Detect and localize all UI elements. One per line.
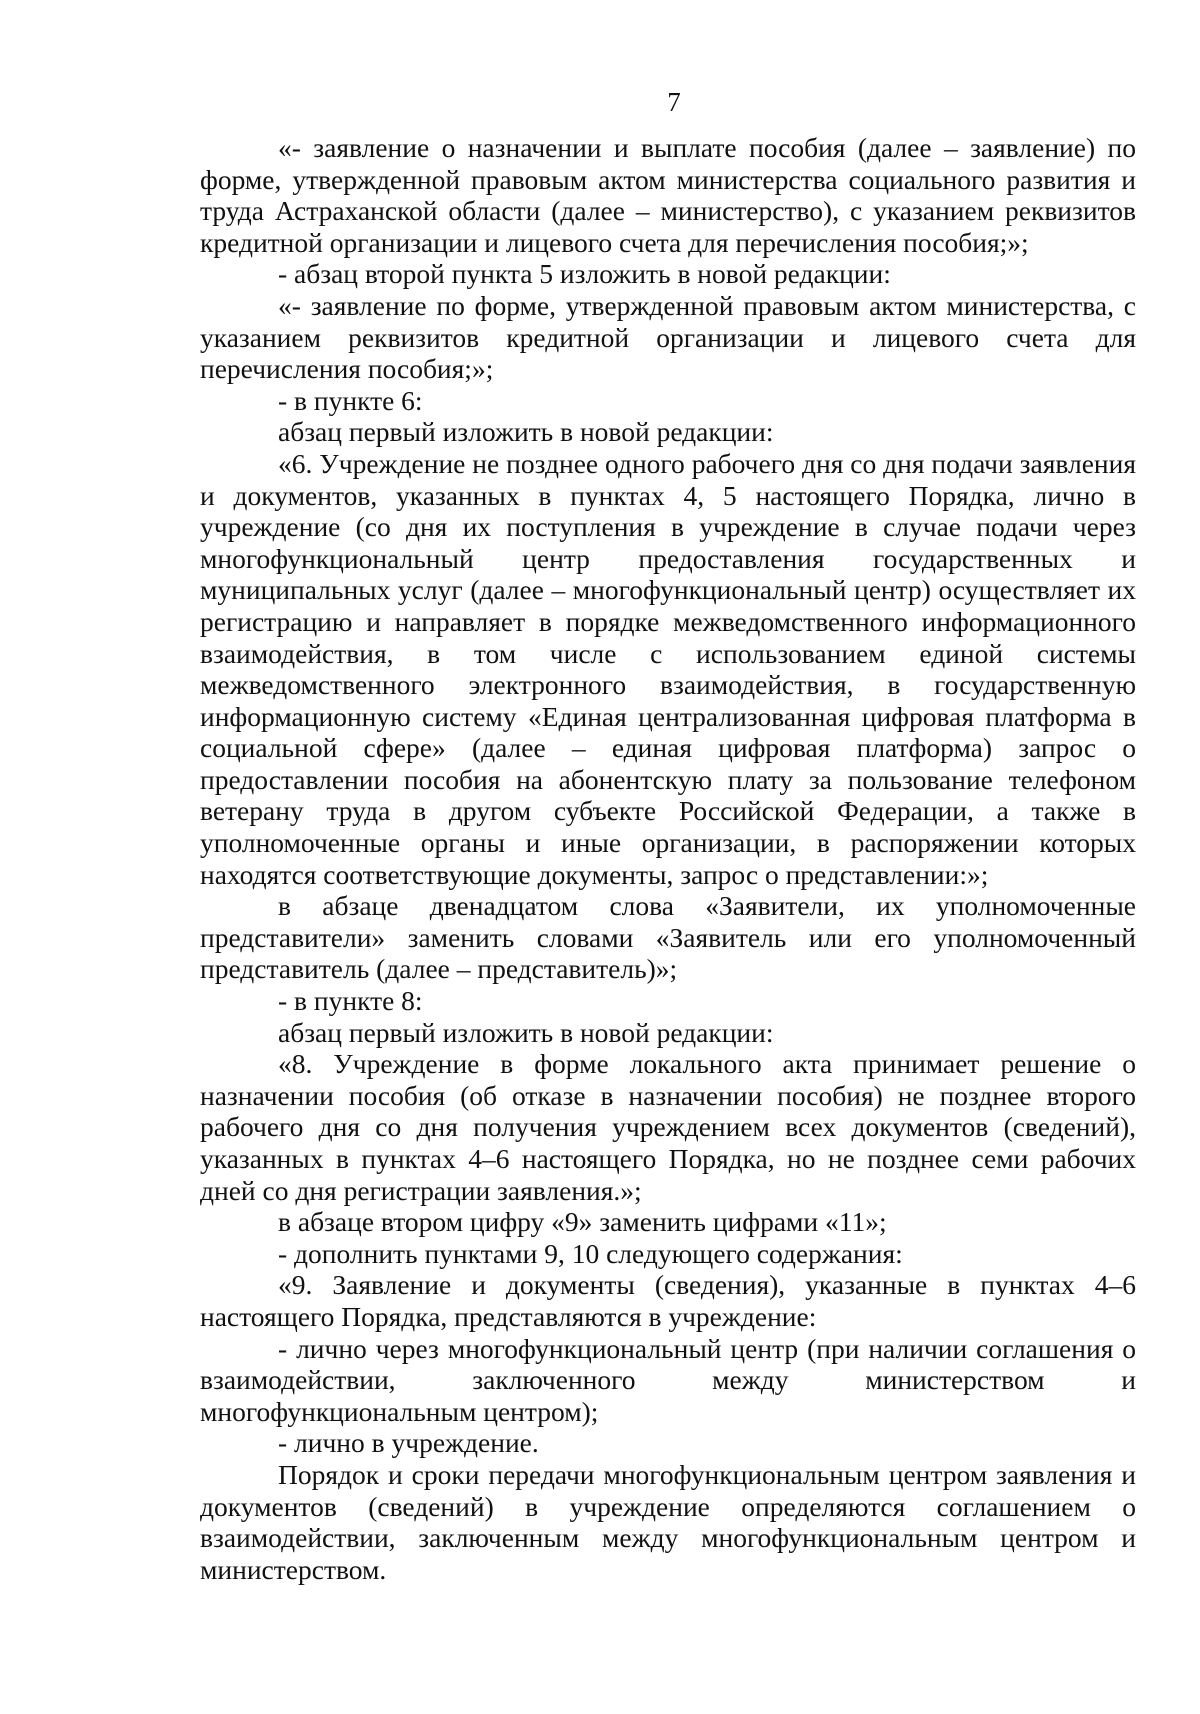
paragraph: - в пункте 8: — [278, 985, 423, 1017]
paragraph: «9. Заявление и документы (сведения), указанные в пунктах 4–6 настоящего Порядка, представляются в учреждение: — [200, 1269, 1136, 1332]
paragraph: в абзаце двенадцатом слова «Заявители, их уполномоченные представители» заменить словами «Заявитель или его уполномоченный представитель (далее – представитель)»; — [200, 890, 1136, 985]
paragraph: в абзаце втором цифру «9» заменить цифрами «11»; — [278, 1206, 887, 1238]
paragraph: «- заявление о назначении и выплате пособия (далее – заявление) по форме, утвержденной правовым актом министерства социального развития и труда Астраханской области (далее – министерство), с указанием реквизитов кредитной организации и лицевого счета для перечисления пособия;»; — [200, 132, 1136, 258]
paragraph: - лично через многофункциональный центр (при наличии соглашения о взаимодействии, заключенного между министерством и многофункциональным центром); — [200, 1332, 1136, 1427]
paragraph: «8. Учреждение в форме локального акта принимает решение о назначении пособия (об отказе в назначении пособия) не позднее второго рабочего дня со дня получения учреждением всех документов (сведений), указанных в пунктах 4–6 настоящего Порядка, но не позднее семи рабочих дней со дня регистрации заявления.»; — [200, 1048, 1136, 1206]
paragraph: абзац первый изложить в новой редакции: — [278, 1016, 774, 1048]
paragraph: «6. Учреждение не позднее одного рабочего дня со дня подачи заявления и документов, указанных в пунктах 4, 5 настоящего Порядка, лично в учреждение (со дня их поступления в учреждение в случае подачи через многофункциональный центр предоставления государственных и муниципальных услуг (далее – многофункциональный центр) осуществляет их регистрацию и направляет в порядке межведомственного информационного взаимодействия, в том числе с использованием единой системы межведомственного электронного взаимодействия, в государственную информационную систему «Единая централизованная цифровая платформа в социальной сфере» (далее – единая цифровая платформа) запрос о предоставлении пособия на абонентскую плату за пользование телефоном ветерану труда в другом субъекте Российской Федерации, а также в уполномоченные органы и иные организации, в распоряжении которых находятся соответствующие документы, запрос о представлении:»; — [200, 447, 1136, 890]
paragraph: «- заявление по форме, утвержденной правовым актом министерства, с указанием реквизитов кредитной организации и лицевого счета для перечисления пособия;»; — [200, 289, 1136, 385]
paragraph: - абзац второй пункта 5 изложить в новой редакции: — [278, 258, 891, 290]
paragraph: - дополнить пунктами 9, 10 следующего содержания: — [278, 1237, 903, 1269]
paragraph: - в пункте 6: — [278, 384, 423, 416]
document-body — [200, 132, 1136, 1585]
paragraph: абзац первый изложить в новой редакции: — [278, 416, 774, 448]
page-number: 7 — [667, 87, 681, 117]
paragraph: - лично в учреждение. — [278, 1427, 539, 1459]
paragraph: Порядок и сроки передачи многофункциональным центром заявления и документов (сведений) в учреждение определяются соглашением о взаимодействии, заключенным между многофункциональным центром и министерством. — [200, 1458, 1136, 1585]
